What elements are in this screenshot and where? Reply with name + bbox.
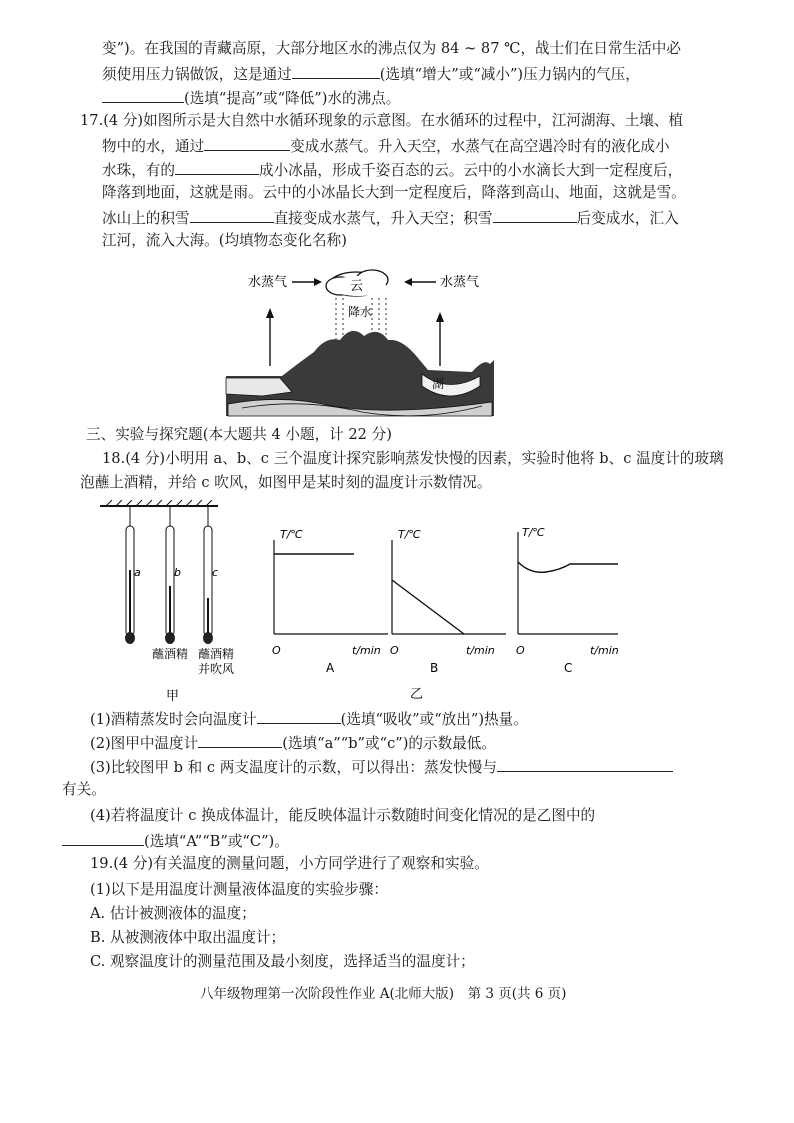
- b-alcohol-note: 蘸酒精: [152, 647, 189, 661]
- thermometer-a-label: a: [134, 566, 141, 579]
- q19-step-c: C. 观察温度计的测量范围及最小刻度，选择适当的温度计；: [90, 953, 475, 970]
- answer-blank[interactable]: [204, 135, 290, 151]
- answer-blank[interactable]: [497, 756, 673, 772]
- graph-c-curve: [518, 562, 618, 572]
- graph-b-curve: [392, 580, 464, 634]
- thermometer-c: [203, 526, 213, 644]
- q16-line-2: [102, 63, 640, 85]
- q18-part-3-end: 有关。: [62, 781, 106, 798]
- thermometer-figure-jia: [100, 500, 260, 710]
- thermometer-b: [165, 526, 175, 644]
- graph-a-y-label: T/℃: [280, 528, 303, 541]
- q17-line-4: 降落到地面，这就是雨。云中的小冰晶长大到一定程度后，降落到高山、地面，这就是雪。: [102, 184, 686, 201]
- q17-text: 变成水蒸气。升入天空，水蒸气在高空遇冷时有的液化成小: [290, 138, 670, 155]
- graph-b-x-label: t/min: [466, 644, 495, 657]
- q17-line-1: 17.(4 分)如图所示是大自然中水循环现象的示意图。在水循环的过程中，江河湖海、土壤、植: [80, 112, 684, 129]
- cloud-label: 云: [350, 279, 364, 294]
- q19-line-1: 19.(4 分)有关温度的测量问题，小方同学进行了观察和实验。: [90, 855, 489, 872]
- thermometer-b-label: b: [174, 566, 181, 579]
- q18-line-1: 18.(4 分)小明用 a、b、c 三个温度计探究影响蒸发快慢的因素，实验时他将 b、c 温度计的玻璃: [102, 450, 724, 467]
- graph-c-origin: O: [516, 644, 525, 657]
- graph-c-y-label: T/℃: [522, 526, 545, 539]
- q18-text: (选填“a”“b”或“c”)的示数最低。: [282, 735, 496, 752]
- thermometer-c-label: c: [212, 566, 219, 579]
- rain-label: 降水: [348, 305, 373, 319]
- q17-line-6: 江河，流入大海。(均填物态变化名称): [102, 232, 347, 249]
- answer-blank[interactable]: [62, 830, 144, 846]
- thermometer-a: [125, 526, 135, 644]
- q16-line-3: [102, 87, 400, 109]
- graph-b: [390, 528, 506, 675]
- c-alcohol-note: 蘸酒精: [198, 647, 235, 661]
- q17-text: 后变成水，汇入: [576, 210, 679, 227]
- answer-blank[interactable]: [493, 207, 577, 223]
- answer-blank[interactable]: [102, 87, 184, 103]
- vapor-left-label: 水蒸气: [248, 275, 288, 290]
- q18-part-4: (4)若将温度计 c 换成体温计，能反映体温计示数随时间变化情况的是乙图中的: [90, 807, 596, 824]
- graph-a-origin: O: [272, 644, 281, 657]
- q17-text: 冰山上的积雪: [102, 210, 190, 227]
- page-footer: 八年级物理第一次阶段性作业 A(北师大版) 第 3 页(共 6 页): [200, 986, 567, 1002]
- sea-water: [226, 378, 292, 396]
- water-cycle-figure: [222, 266, 502, 424]
- graph-b-y-label: T/℃: [398, 528, 421, 541]
- q18-text: (3)比较图甲 b 和 c 两支温度计的示数，可以得出：蒸发快慢与: [90, 759, 497, 776]
- answer-blank[interactable]: [292, 63, 380, 79]
- q18-line-2: 泡蘸上酒精，并给 c 吹风，如图甲是某时刻的温度计示数情况。: [80, 474, 492, 491]
- answer-blank[interactable]: [257, 708, 341, 724]
- graph-a-x-label: t/min: [352, 644, 381, 657]
- q16-line-1: 变”)。在我国的青藏高原，大部分地区水的沸点仅为 84 ~ 87 ℃，战士们在日常生活中必: [102, 40, 682, 57]
- lake-label: 湖: [432, 377, 445, 391]
- q17-text: 直接变成水蒸气，升入天空；积雪: [273, 210, 493, 227]
- q19-line-2: (1)以下是用温度计测量液体温度的实验步骤：: [90, 881, 388, 898]
- q16-text: (选填“提高”或“降低”)水的沸点。: [184, 90, 401, 107]
- q18-text: (选填“吸收”或“放出”)热量。: [340, 711, 528, 728]
- graphs-figure-yi: [268, 524, 638, 704]
- q17-line-2: [102, 135, 670, 157]
- graph-a-label: A: [326, 661, 335, 675]
- q18-part-1: [90, 708, 528, 730]
- answer-blank[interactable]: [198, 732, 282, 748]
- graph-c-label: C: [564, 661, 573, 675]
- q17-text: 物中的水，通过: [102, 138, 205, 155]
- q17-text: 水珠，有的: [102, 162, 175, 179]
- q18-part-3: [90, 756, 673, 778]
- q16-text: (选填“增大”或“减小”)压力锅内的气压，: [379, 66, 640, 83]
- section-heading: 三、实验与探究题(本大题共 4 小题，计 22 分): [86, 426, 392, 443]
- graph-b-label: B: [430, 661, 439, 675]
- q18-part-2: [90, 732, 496, 754]
- graph-b-origin: O: [390, 644, 399, 657]
- q19-step-a: A. 估计被测液体的温度；: [90, 905, 256, 922]
- q17-line-5: [102, 207, 679, 229]
- q17-line-3: [102, 159, 682, 181]
- q16-text: 须使用压力锅做饭，这是通过: [102, 66, 292, 83]
- q19-step-b: B. 从被测液体中取出温度计；: [90, 929, 286, 946]
- q18-text: (2)图甲中温度计: [90, 735, 199, 752]
- vapor-right-label: 水蒸气: [440, 275, 480, 290]
- q17-text: 成小冰晶，形成千姿百态的云。云中的小水滴长大到一定程度后，: [258, 162, 683, 179]
- q18-part-4-end: [62, 830, 289, 852]
- q18-text: (选填“A”“B”或“C”)。: [144, 833, 289, 850]
- answer-blank[interactable]: [190, 207, 274, 223]
- graph-c: [516, 526, 619, 675]
- graph-c-x-label: t/min: [590, 644, 619, 657]
- c-fan-note: 并吹风: [198, 662, 235, 676]
- q18-text: (1)酒精蒸发时会向温度计: [90, 711, 257, 728]
- figure-jia-label: 甲: [166, 689, 180, 704]
- graph-a: [272, 528, 388, 675]
- answer-blank[interactable]: [175, 159, 259, 175]
- figure-yi-label: 乙: [410, 687, 424, 702]
